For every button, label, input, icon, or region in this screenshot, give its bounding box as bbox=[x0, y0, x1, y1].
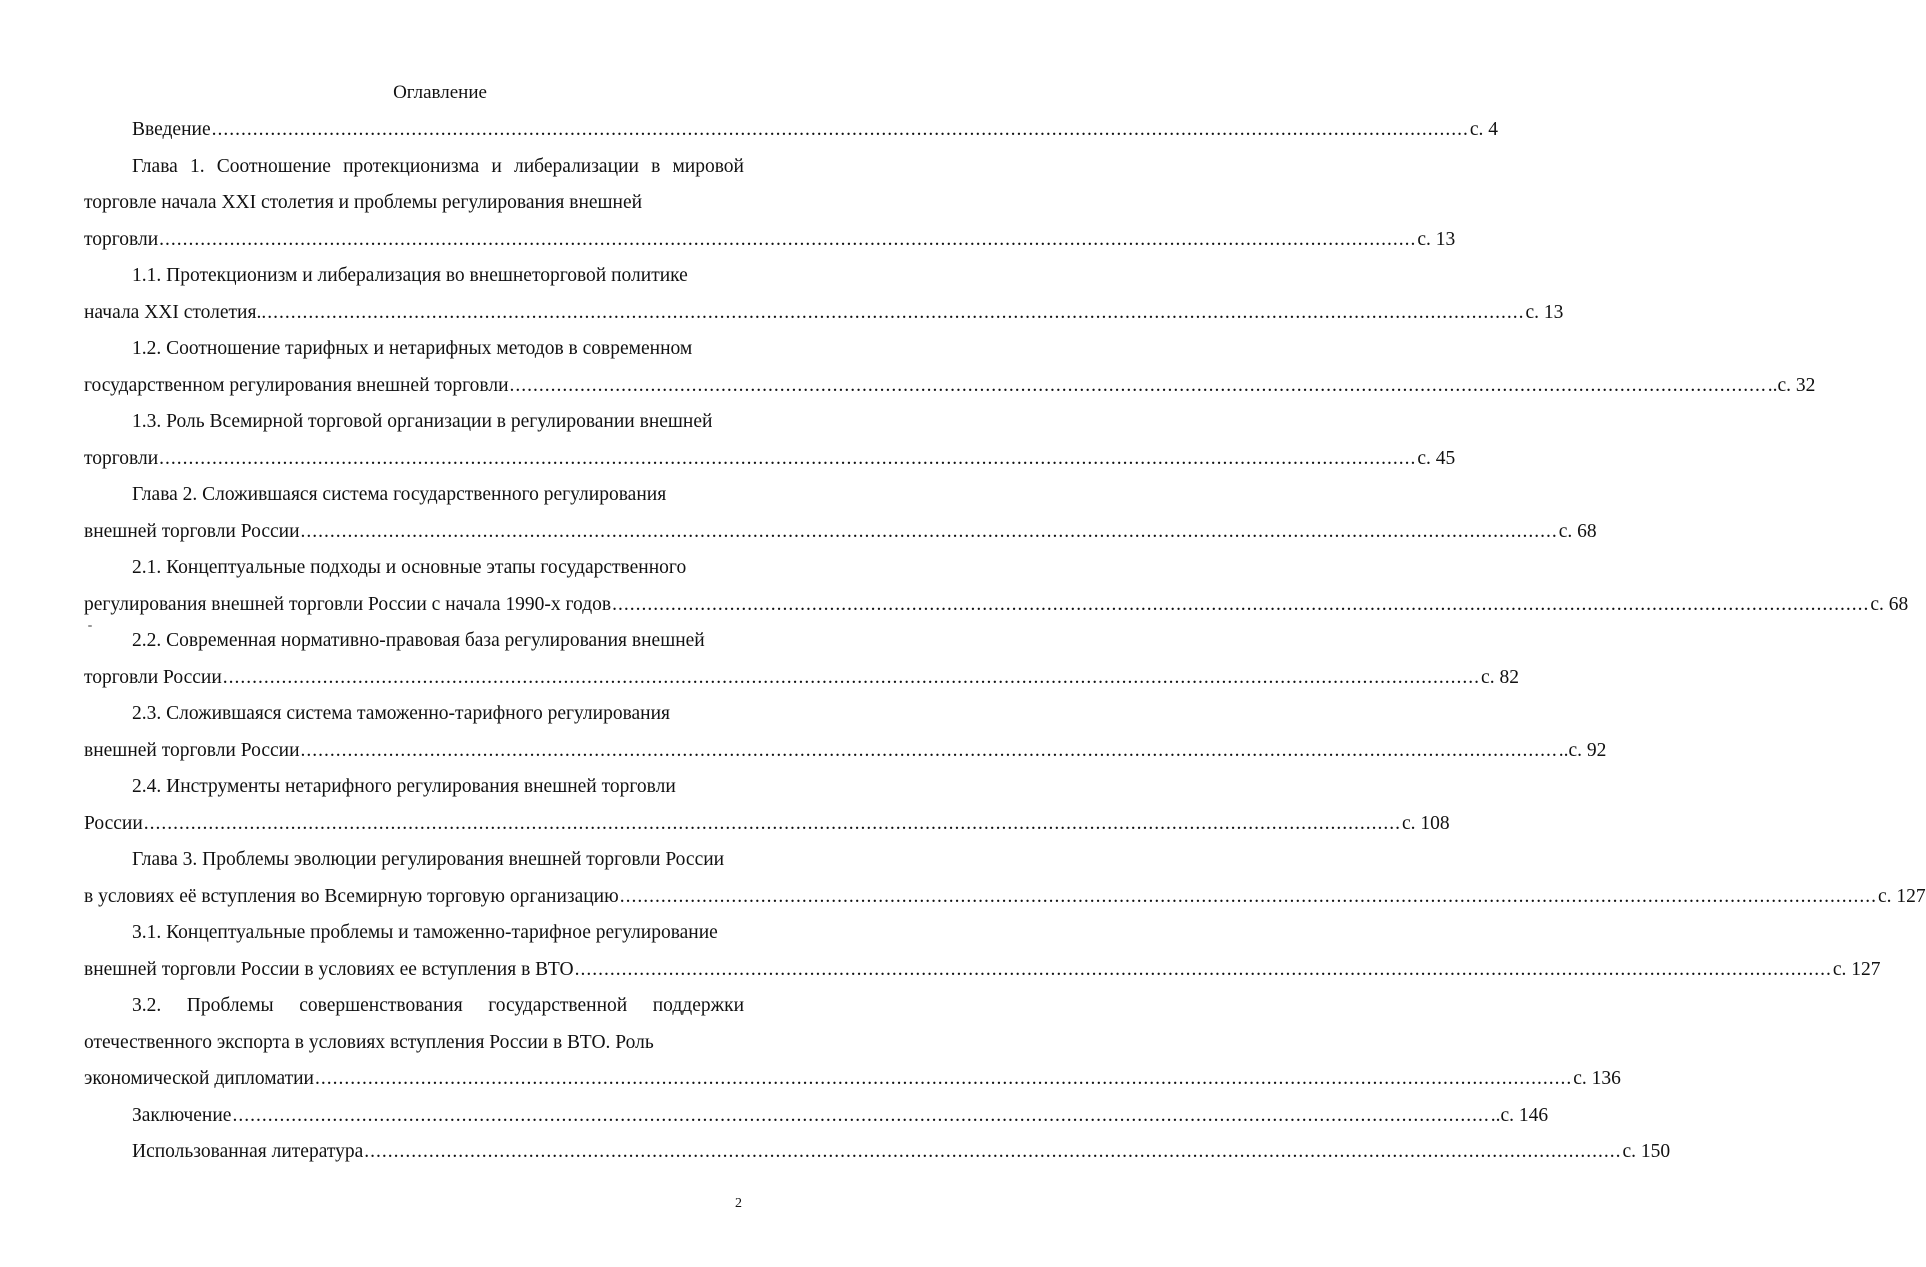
toc-entry-text: 3.2. Проблемы совершенствования государственной поддержки отечественного экспорта в условиях вступления России в ВТО. Роль bbox=[84, 995, 744, 1053]
toc-entry-chapter-1 bbox=[84, 149, 1456, 259]
toc-entry-text: 1.2. Соотношение тарифных и нетарифных методов в современном bbox=[132, 338, 693, 359]
toc-entry-text: 2.2. Современная нормативно-правовая база регулирования внешней bbox=[132, 630, 705, 651]
toc-entry-title: начала XXI столетия.. bbox=[84, 301, 267, 323]
toc-page-ref: ..с. 146 bbox=[1490, 1104, 1549, 1126]
toc-entry-intro bbox=[84, 112, 1499, 149]
toc-entry-1-1 bbox=[84, 258, 1564, 331]
toc-entry-title: государственном регулирования внешней торговли bbox=[84, 374, 509, 396]
toc-entry-text: Глава 3. Проблемы эволюции регулирования внешней торговли России bbox=[132, 849, 725, 870]
toc-entry-title: экономической дипломатии bbox=[84, 1068, 314, 1089]
toc-page-ref: с. 68 bbox=[1558, 520, 1597, 542]
toc-entry-chapter-3 bbox=[84, 842, 1926, 915]
toc-entry-title: внешней торговли России bbox=[84, 520, 300, 542]
dot-leader: ...................................................................................................................................................................................................................... bbox=[159, 447, 1417, 469]
toc-page-ref: ..с. 32 bbox=[1767, 374, 1816, 396]
toc-entry-text: 1.3. Роль Всемирной торговой организации в регулировании внешней bbox=[132, 411, 713, 432]
toc-entry-title: Заключение bbox=[132, 1104, 232, 1126]
toc-entry-title: внешней торговли России в условиях ее вступления в ВТО bbox=[84, 958, 574, 980]
toc-entry-title: торговли bbox=[84, 228, 159, 250]
toc-entry-title: регулирования внешней торговли России с начала 1990-х годов bbox=[84, 593, 612, 615]
toc-entry-title: Введение bbox=[132, 119, 211, 140]
dot-leader: ...................................................................................................................................................................................................................... bbox=[315, 1068, 1573, 1089]
toc-entry-2-2 bbox=[84, 623, 1519, 696]
toc-page-ref: с. 82 bbox=[1481, 666, 1519, 688]
dot-leader: ...................................................................................................................................................................................................................... bbox=[574, 958, 1832, 980]
toc-entry-title: внешней торговли России bbox=[84, 739, 300, 761]
toc-entry-3-2 bbox=[84, 988, 1621, 1098]
toc-entry-text: 2.1. Концептуальные подходы и основные этапы государственного bbox=[132, 557, 687, 578]
toc-entry-title: России bbox=[84, 812, 143, 834]
toc-entry-3-1 bbox=[84, 915, 1881, 988]
dot-leader: ...................................................................................................................................................................................................................... bbox=[619, 885, 1877, 907]
dot-leader: ...................................................................................................................................................................................................................... bbox=[612, 593, 1870, 615]
dot-leader: ...................................................................................................................................................................................................................... bbox=[232, 1104, 1490, 1126]
toc-page-ref: с. 45 bbox=[1417, 447, 1456, 469]
toc-page-ref: с. 150 bbox=[1622, 1141, 1671, 1162]
toc-page-ref: с. 4 bbox=[1469, 119, 1499, 140]
toc-entry-text: 2.4. Инструменты нетарифного регулирования внешней торговли bbox=[132, 776, 676, 797]
toc-entry-chapter-2 bbox=[84, 477, 1597, 550]
toc-page-ref: с. 127 bbox=[1832, 958, 1881, 980]
toc-page-ref: с. 13 bbox=[1525, 301, 1564, 323]
toc-entry-text: 2.3. Сложившаяся система таможенно-тарифного регулирования bbox=[132, 703, 671, 724]
dot-leader: ...................................................................................................................................................................................................................... bbox=[267, 301, 1525, 323]
toc-entry-text: 1.1. Протекционизм и либерализация во внешнеторговой политике bbox=[132, 265, 688, 286]
dot-leader: ...................................................................................................................................................................................................................... bbox=[211, 119, 1469, 140]
toc-entry-text: 3.1. Концептуальные проблемы и таможенно-тарифное регулирование bbox=[132, 922, 718, 943]
dot-leader: ...................................................................................................................................................................................................................... bbox=[300, 520, 1558, 542]
toc-entry-references bbox=[84, 1134, 1671, 1171]
dot-leader: ...................................................................................................................................................................................................................... bbox=[300, 739, 1558, 761]
dot-leader: ...................................................................................................................................................................................................................... bbox=[222, 666, 1481, 688]
toc-entry-title: торговли bbox=[84, 447, 159, 469]
toc-page-ref: с. 136 bbox=[1573, 1068, 1621, 1089]
toc-entry-2-3 bbox=[84, 696, 1607, 769]
toc-entry-1-3 bbox=[84, 404, 1456, 477]
toc-entry-text: Глава 2. Сложившаяся система государственного регулирования bbox=[132, 484, 667, 505]
page-title: Оглавление bbox=[393, 82, 487, 103]
dot-leader: ...................................................................................................................................................................................................................... bbox=[509, 374, 1767, 396]
toc-entry-1-2 bbox=[84, 331, 1816, 404]
toc-page-ref: с. 13 bbox=[1417, 228, 1456, 250]
page-number: 2 bbox=[735, 1196, 742, 1211]
dot-leader: ...................................................................................................................................................................................................................... bbox=[364, 1141, 1622, 1162]
dot-leader: ...................................................................................................................................................................................................................... bbox=[159, 228, 1417, 250]
toc-entry-title: в условиях её вступления во Всемирную торговую организацию bbox=[84, 885, 619, 907]
dot-leader: ...................................................................................................................................................................................................................... bbox=[143, 812, 1402, 834]
toc-entry-conclusion bbox=[84, 1098, 1549, 1135]
toc-page-ref: ..с. 92 bbox=[1558, 739, 1607, 761]
table-of-contents bbox=[84, 112, 1926, 1171]
toc-page-ref: с. 68 bbox=[1870, 593, 1909, 615]
toc-entry-2-4 bbox=[84, 769, 1450, 842]
scan-speck bbox=[88, 625, 92, 627]
toc-entry-title: Использованная литература bbox=[132, 1141, 364, 1162]
toc-entry-text: Глава 1. Соотношение протекционизма и либерализации в мировой торговле начала XXI столетия и проблемы регулирования внешней bbox=[84, 155, 744, 213]
toc-page-ref: с. 127 bbox=[1877, 885, 1926, 907]
toc-page-ref: с. 108 bbox=[1402, 812, 1450, 834]
toc-entry-title: торговли России bbox=[84, 666, 222, 688]
toc-entry-2-1 bbox=[84, 550, 1909, 623]
